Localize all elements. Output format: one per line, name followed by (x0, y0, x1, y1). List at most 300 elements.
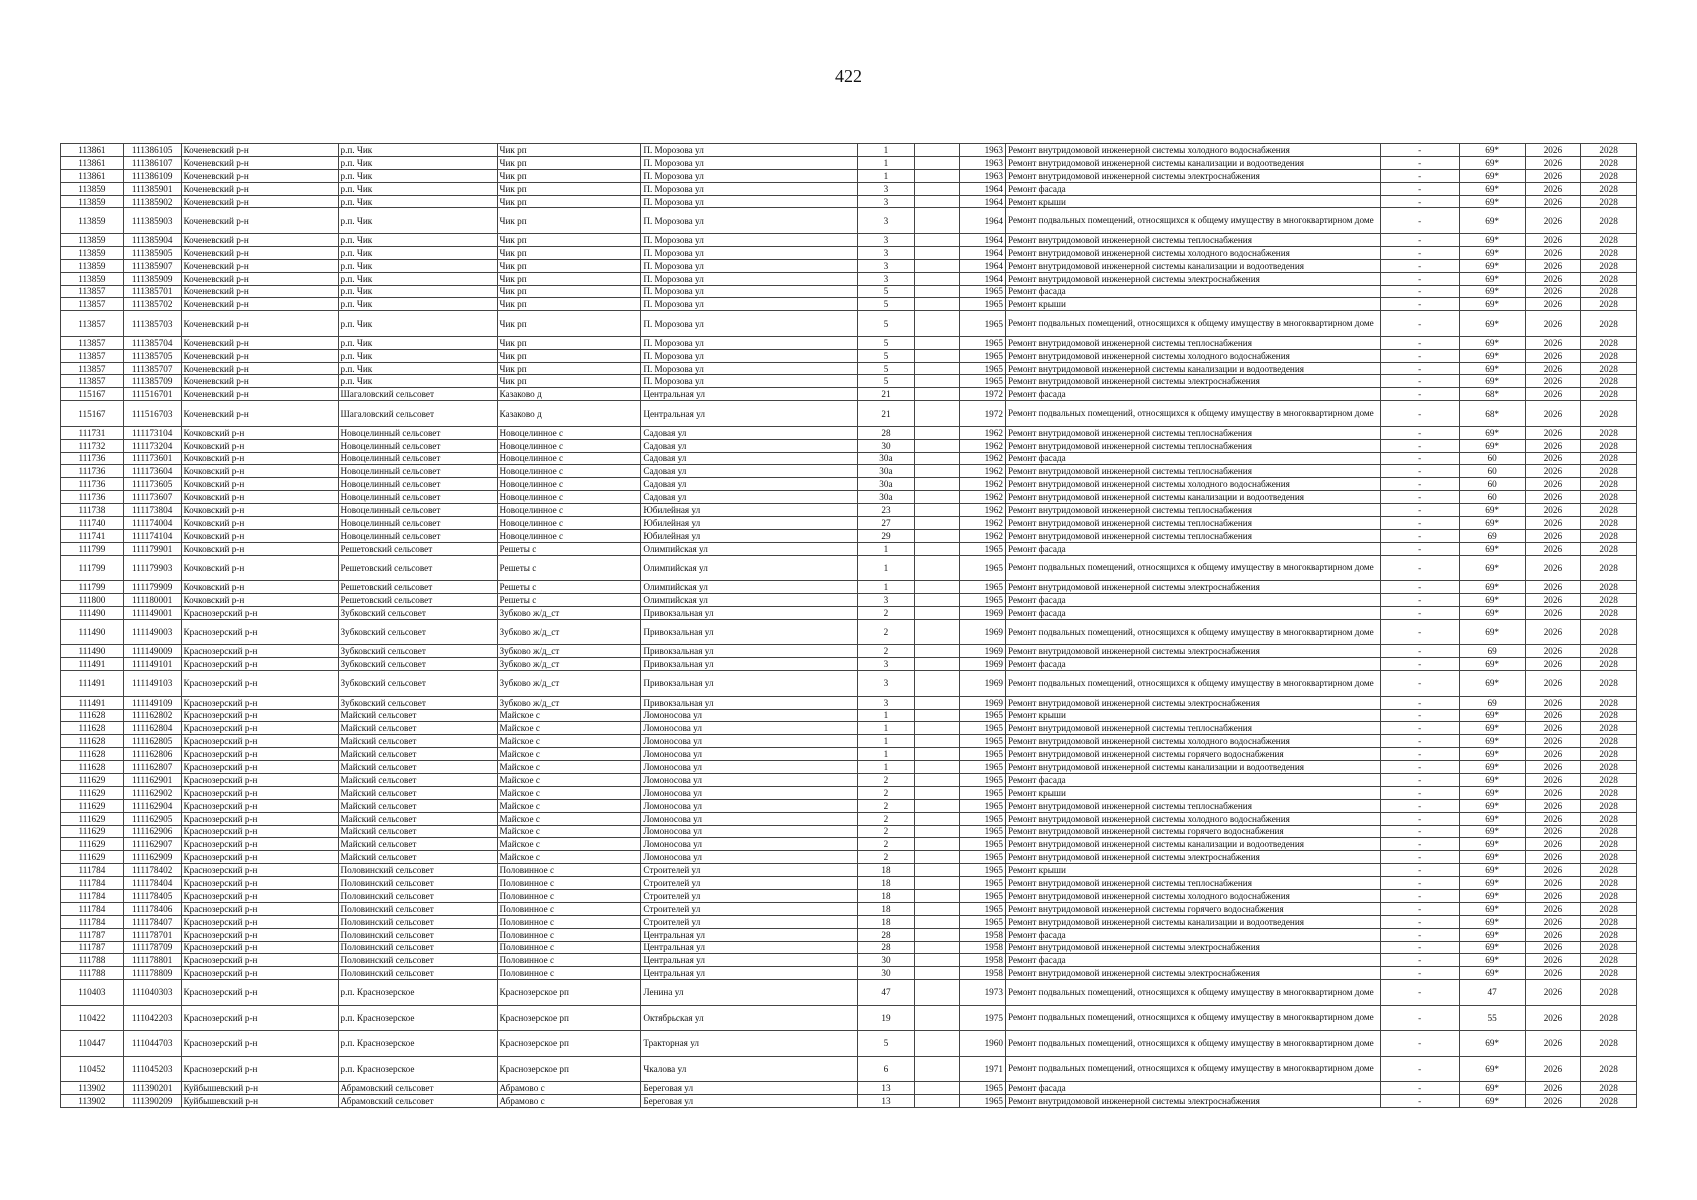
year-built-cell: 1965 (960, 877, 1006, 890)
district-cell: Куйбышевский р-н (181, 1095, 338, 1108)
end-year-cell: 2028 (1581, 671, 1637, 697)
year-built-cell: 1965 (960, 761, 1006, 774)
municipality-cell: Новоцелинный сельсовет (338, 426, 497, 439)
wear-cell: 60 (1459, 478, 1525, 491)
municipality-cell: Зубковский сельсовет (338, 658, 497, 671)
street-cell: Ломоносова ул (641, 748, 858, 761)
locality-cell: Майское с (497, 851, 641, 864)
end-year-cell: 2028 (1581, 349, 1637, 362)
year-built-cell: 1965 (960, 285, 1006, 298)
district-cell: Коченевский р-н (181, 362, 338, 375)
locality-cell: Чик рп (497, 298, 641, 311)
locality-cell: Чик рп (497, 336, 641, 349)
year-built-cell: 1962 (960, 529, 1006, 542)
dash-cell: - (1380, 195, 1459, 208)
start-year-cell: 2026 (1525, 272, 1581, 285)
house-number-cell: 28 (858, 928, 915, 941)
work-type-cell: Ремонт внутридомовой инженерной системы холодного водоснабжения (1005, 812, 1380, 825)
wear-cell: 69* (1459, 619, 1525, 645)
wear-cell: 69* (1459, 594, 1525, 607)
building-cell (914, 889, 960, 902)
year-built-cell: 1965 (960, 594, 1006, 607)
building-cell (914, 478, 960, 491)
dash-cell: - (1380, 259, 1459, 272)
work-type-cell: Ремонт фасада (1005, 542, 1380, 555)
wear-cell: 69* (1459, 516, 1525, 529)
work-type-cell: Ремонт фасада (1005, 658, 1380, 671)
house-id-cell: 111800 (61, 594, 124, 607)
table-row (61, 1056, 1637, 1082)
building-cell (914, 606, 960, 619)
year-built-cell: 1965 (960, 915, 1006, 928)
house-number-cell: 1 (858, 144, 915, 157)
street-cell: П. Морозова ул (641, 285, 858, 298)
house-id-cell: 113859 (61, 182, 124, 195)
house-id-cell: 113902 (61, 1095, 124, 1108)
dash-cell: - (1380, 1082, 1459, 1095)
locality-cell: Половинное с (497, 954, 641, 967)
end-year-cell: 2028 (1581, 619, 1637, 645)
table-row (61, 825, 1637, 838)
locality-cell: Чик рп (497, 169, 641, 182)
district-cell: Краснозерский р-н (181, 1031, 338, 1057)
wear-cell: 69* (1459, 671, 1525, 697)
end-year-cell: 2028 (1581, 581, 1637, 594)
locality-cell: Абрамово с (497, 1095, 641, 1108)
house-number-cell: 5 (858, 362, 915, 375)
district-cell: Коченевский р-н (181, 311, 338, 337)
wear-cell: 69* (1459, 285, 1525, 298)
municipality-cell: Майский сельсовет (338, 761, 497, 774)
table-row (61, 259, 1637, 272)
house-number-cell: 1 (858, 169, 915, 182)
year-built-cell: 1972 (960, 401, 1006, 427)
start-year-cell: 2026 (1525, 516, 1581, 529)
locality-cell: Чик рп (497, 195, 641, 208)
work-type-cell: Ремонт фасада (1005, 954, 1380, 967)
table-row (61, 606, 1637, 619)
wear-cell: 69* (1459, 233, 1525, 246)
wear-cell: 69* (1459, 208, 1525, 234)
street-cell: Чкалова ул (641, 1056, 858, 1082)
work-type-cell: Ремонт крыши (1005, 864, 1380, 877)
dash-cell: - (1380, 696, 1459, 709)
end-year-cell: 2028 (1581, 272, 1637, 285)
district-cell: Краснозерский р-н (181, 671, 338, 697)
street-cell: П. Морозова ул (641, 144, 858, 157)
street-cell: Садовая ул (641, 478, 858, 491)
work-code-cell: 111173605 (123, 478, 181, 491)
house-id-cell: 110422 (61, 1005, 124, 1031)
year-built-cell: 1965 (960, 1082, 1006, 1095)
end-year-cell: 2028 (1581, 144, 1637, 157)
locality-cell: Чик рп (497, 182, 641, 195)
street-cell: П. Морозова ул (641, 246, 858, 259)
end-year-cell: 2028 (1581, 401, 1637, 427)
municipality-cell: р.п. Краснозерское (338, 980, 497, 1006)
municipality-cell: р.п. Чик (338, 144, 497, 157)
year-built-cell: 1969 (960, 606, 1006, 619)
street-cell: Береговая ул (641, 1082, 858, 1095)
start-year-cell: 2026 (1525, 709, 1581, 722)
work-type-cell: Ремонт внутридомовой инженерной системы канализации и водоотведения (1005, 761, 1380, 774)
municipality-cell: Абрамовский сельсовет (338, 1082, 497, 1095)
house-id-cell: 111628 (61, 722, 124, 735)
house-number-cell: 3 (858, 208, 915, 234)
building-cell (914, 696, 960, 709)
municipality-cell: Майский сельсовет (338, 735, 497, 748)
municipality-cell: Половинский сельсовет (338, 864, 497, 877)
dash-cell: - (1380, 1056, 1459, 1082)
dash-cell: - (1380, 246, 1459, 259)
municipality-cell: Половинский сельсовет (338, 902, 497, 915)
work-code-cell: 111385707 (123, 362, 181, 375)
start-year-cell: 2026 (1525, 851, 1581, 864)
district-cell: Краснозерский р-н (181, 928, 338, 941)
district-cell: Кочковский р-н (181, 491, 338, 504)
year-built-cell: 1963 (960, 156, 1006, 169)
wear-cell: 69* (1459, 272, 1525, 285)
house-number-cell: 27 (858, 516, 915, 529)
dash-cell: - (1380, 465, 1459, 478)
street-cell: П. Морозова ул (641, 362, 858, 375)
wear-cell: 69* (1459, 773, 1525, 786)
table-row (61, 864, 1637, 877)
work-code-cell: 111040303 (123, 980, 181, 1006)
table-row (61, 156, 1637, 169)
dash-cell: - (1380, 542, 1459, 555)
year-built-cell: 1958 (960, 928, 1006, 941)
district-cell: Кочковский р-н (181, 465, 338, 478)
house-number-cell: 2 (858, 645, 915, 658)
municipality-cell: Майский сельсовет (338, 773, 497, 786)
wear-cell: 69* (1459, 748, 1525, 761)
end-year-cell: 2028 (1581, 915, 1637, 928)
start-year-cell: 2026 (1525, 478, 1581, 491)
municipality-cell: Новоцелинный сельсовет (338, 491, 497, 504)
municipality-cell: Половинский сельсовет (338, 915, 497, 928)
work-type-cell: Ремонт фасада (1005, 452, 1380, 465)
house-id-cell: 111736 (61, 465, 124, 478)
year-built-cell: 1965 (960, 722, 1006, 735)
end-year-cell: 2028 (1581, 954, 1637, 967)
wear-cell: 69* (1459, 581, 1525, 594)
municipality-cell: р.п. Краснозерское (338, 1005, 497, 1031)
work-code-cell: 111162907 (123, 838, 181, 851)
district-cell: Краснозерский р-н (181, 606, 338, 619)
locality-cell: Чик рп (497, 233, 641, 246)
table-row (61, 336, 1637, 349)
house-id-cell: 113859 (61, 208, 124, 234)
house-number-cell: 3 (858, 671, 915, 697)
work-code-cell: 111386105 (123, 144, 181, 157)
building-cell (914, 825, 960, 838)
street-cell: Привокзальная ул (641, 671, 858, 697)
street-cell: Строителей ул (641, 915, 858, 928)
locality-cell: Новоцелинное с (497, 529, 641, 542)
building-cell (914, 529, 960, 542)
dash-cell: - (1380, 336, 1459, 349)
municipality-cell: Новоцелинный сельсовет (338, 516, 497, 529)
start-year-cell: 2026 (1525, 915, 1581, 928)
house-number-cell: 1 (858, 722, 915, 735)
street-cell: Строителей ул (641, 902, 858, 915)
municipality-cell: Половинский сельсовет (338, 928, 497, 941)
municipality-cell: Половинский сельсовет (338, 877, 497, 890)
end-year-cell: 2028 (1581, 941, 1637, 954)
locality-cell: Чик рп (497, 144, 641, 157)
start-year-cell: 2026 (1525, 812, 1581, 825)
building-cell (914, 336, 960, 349)
work-code-cell: 111516703 (123, 401, 181, 427)
building-cell (914, 594, 960, 607)
dash-cell: - (1380, 812, 1459, 825)
start-year-cell: 2026 (1525, 761, 1581, 774)
year-built-cell: 1965 (960, 851, 1006, 864)
work-type-cell: Ремонт внутридомовой инженерной системы канализации и водоотведения (1005, 362, 1380, 375)
wear-cell: 69* (1459, 349, 1525, 362)
end-year-cell: 2028 (1581, 298, 1637, 311)
wear-cell: 69* (1459, 1056, 1525, 1082)
dash-cell: - (1380, 285, 1459, 298)
building-cell (914, 735, 960, 748)
street-cell: П. Морозова ул (641, 182, 858, 195)
building-cell (914, 864, 960, 877)
table-row (61, 516, 1637, 529)
wear-cell: 69* (1459, 259, 1525, 272)
year-built-cell: 1965 (960, 581, 1006, 594)
building-cell (914, 645, 960, 658)
work-code-cell: 111385905 (123, 246, 181, 259)
district-cell: Коченевский р-н (181, 388, 338, 401)
street-cell: Олимпийская ул (641, 581, 858, 594)
district-cell: Коченевский р-н (181, 272, 338, 285)
street-cell: Олимпийская ул (641, 542, 858, 555)
work-code-cell: 111385703 (123, 311, 181, 337)
end-year-cell: 2028 (1581, 851, 1637, 864)
district-cell: Краснозерский р-н (181, 851, 338, 864)
start-year-cell: 2026 (1525, 542, 1581, 555)
building-cell (914, 375, 960, 388)
dash-cell: - (1380, 233, 1459, 246)
wear-cell: 69* (1459, 761, 1525, 774)
work-code-cell: 111162805 (123, 735, 181, 748)
work-code-cell: 111386109 (123, 169, 181, 182)
table-row (61, 980, 1637, 1006)
municipality-cell: Майский сельсовет (338, 722, 497, 735)
work-code-cell: 111173607 (123, 491, 181, 504)
dash-cell: - (1380, 452, 1459, 465)
locality-cell: Новоцелинное с (497, 426, 641, 439)
year-built-cell: 1964 (960, 259, 1006, 272)
house-id-cell: 111491 (61, 671, 124, 697)
building-cell (914, 542, 960, 555)
dash-cell: - (1380, 799, 1459, 812)
table-row (61, 928, 1637, 941)
start-year-cell: 2026 (1525, 748, 1581, 761)
work-code-cell: 111178406 (123, 902, 181, 915)
work-code-cell: 111162807 (123, 761, 181, 774)
house-number-cell: 3 (858, 272, 915, 285)
end-year-cell: 2028 (1581, 735, 1637, 748)
district-cell: Кочковский р-н (181, 452, 338, 465)
house-id-cell: 111736 (61, 491, 124, 504)
house-id-cell: 113861 (61, 144, 124, 157)
wear-cell: 69* (1459, 954, 1525, 967)
district-cell: Кочковский р-н (181, 426, 338, 439)
work-code-cell: 111178405 (123, 889, 181, 902)
year-built-cell: 1965 (960, 825, 1006, 838)
building-cell (914, 941, 960, 954)
building-cell (914, 967, 960, 980)
house-id-cell: 111491 (61, 696, 124, 709)
house-id-cell: 111784 (61, 915, 124, 928)
work-type-cell: Ремонт подвальных помещений, относящихся к общему имуществу в многоквартирном доме (1005, 619, 1380, 645)
wear-cell: 69* (1459, 426, 1525, 439)
locality-cell: Краснозерское рп (497, 1056, 641, 1082)
dash-cell: - (1380, 606, 1459, 619)
locality-cell: Зубково ж/д_ст (497, 606, 641, 619)
start-year-cell: 2026 (1525, 671, 1581, 697)
wear-cell: 69* (1459, 336, 1525, 349)
work-code-cell: 111385701 (123, 285, 181, 298)
dash-cell: - (1380, 298, 1459, 311)
locality-cell: Абрамово с (497, 1082, 641, 1095)
work-type-cell: Ремонт подвальных помещений, относящихся к общему имуществу в многоквартирном доме (1005, 1005, 1380, 1031)
start-year-cell: 2026 (1525, 195, 1581, 208)
locality-cell: Чик рп (497, 375, 641, 388)
wear-cell: 69* (1459, 864, 1525, 877)
work-type-cell: Ремонт внутридомовой инженерной системы электроснабжения (1005, 967, 1380, 980)
house-id-cell: 111736 (61, 452, 124, 465)
municipality-cell: р.п. Чик (338, 349, 497, 362)
municipality-cell: р.п. Чик (338, 208, 497, 234)
street-cell: П. Морозова ул (641, 195, 858, 208)
end-year-cell: 2028 (1581, 812, 1637, 825)
street-cell: Ломоносова ул (641, 735, 858, 748)
house-number-cell: 2 (858, 786, 915, 799)
start-year-cell: 2026 (1525, 362, 1581, 375)
start-year-cell: 2026 (1525, 773, 1581, 786)
street-cell: Ломоносова ул (641, 825, 858, 838)
end-year-cell: 2028 (1581, 516, 1637, 529)
wear-cell: 69* (1459, 362, 1525, 375)
end-year-cell: 2028 (1581, 786, 1637, 799)
street-cell: Центральная ул (641, 954, 858, 967)
house-id-cell: 111629 (61, 812, 124, 825)
street-cell: Привокзальная ул (641, 645, 858, 658)
wear-cell: 69* (1459, 902, 1525, 915)
table-row (61, 851, 1637, 864)
start-year-cell: 2026 (1525, 259, 1581, 272)
house-number-cell: 13 (858, 1082, 915, 1095)
work-type-cell: Ремонт внутридомовой инженерной системы теплоснабжения (1005, 233, 1380, 246)
street-cell: Ломоносова ул (641, 838, 858, 851)
wear-cell: 69* (1459, 246, 1525, 259)
work-type-cell: Ремонт внутридомовой инженерной системы теплоснабжения (1005, 877, 1380, 890)
start-year-cell: 2026 (1525, 375, 1581, 388)
municipality-cell: Шагаловский сельсовет (338, 388, 497, 401)
end-year-cell: 2028 (1581, 426, 1637, 439)
municipality-cell: р.п. Чик (338, 195, 497, 208)
year-built-cell: 1965 (960, 748, 1006, 761)
building-cell (914, 671, 960, 697)
work-type-cell: Ремонт подвальных помещений, относящихся к общему имуществу в многоквартирном доме (1005, 1031, 1380, 1057)
wear-cell: 69* (1459, 722, 1525, 735)
table-row (61, 233, 1637, 246)
house-id-cell: 113857 (61, 298, 124, 311)
house-id-cell: 113859 (61, 259, 124, 272)
street-cell: Олимпийская ул (641, 555, 858, 581)
locality-cell: Майское с (497, 761, 641, 774)
street-cell: П. Морозова ул (641, 349, 858, 362)
district-cell: Кочковский р-н (181, 516, 338, 529)
locality-cell: Чик рп (497, 349, 641, 362)
work-type-cell: Ремонт внутридомовой инженерной системы теплоснабжения (1005, 516, 1380, 529)
work-type-cell: Ремонт внутридомовой инженерной системы горячего водоснабжения (1005, 825, 1380, 838)
municipality-cell: р.п. Чик (338, 246, 497, 259)
table-row (61, 799, 1637, 812)
year-built-cell: 1965 (960, 362, 1006, 375)
district-cell: Краснозерский р-н (181, 658, 338, 671)
year-built-cell: 1965 (960, 786, 1006, 799)
house-id-cell: 113857 (61, 375, 124, 388)
municipality-cell: р.п. Чик (338, 362, 497, 375)
house-number-cell: 30а (858, 478, 915, 491)
start-year-cell: 2026 (1525, 980, 1581, 1006)
district-cell: Кочковский р-н (181, 555, 338, 581)
work-code-cell: 111162906 (123, 825, 181, 838)
work-type-cell: Ремонт внутридомовой инженерной системы теплоснабжения (1005, 439, 1380, 452)
work-code-cell: 111173104 (123, 426, 181, 439)
end-year-cell: 2028 (1581, 1082, 1637, 1095)
table-row (61, 285, 1637, 298)
year-built-cell: 1965 (960, 812, 1006, 825)
house-number-cell: 3 (858, 259, 915, 272)
locality-cell: Майское с (497, 838, 641, 851)
year-built-cell: 1964 (960, 195, 1006, 208)
end-year-cell: 2028 (1581, 722, 1637, 735)
wear-cell: 69* (1459, 838, 1525, 851)
locality-cell: Чик рп (497, 156, 641, 169)
start-year-cell: 2026 (1525, 864, 1581, 877)
wear-cell: 60 (1459, 491, 1525, 504)
street-cell: Центральная ул (641, 388, 858, 401)
street-cell: Садовая ул (641, 426, 858, 439)
building-cell (914, 877, 960, 890)
house-id-cell: 111628 (61, 748, 124, 761)
start-year-cell: 2026 (1525, 285, 1581, 298)
municipality-cell: Половинский сельсовет (338, 954, 497, 967)
building-cell (914, 233, 960, 246)
building-cell (914, 349, 960, 362)
building-cell (914, 259, 960, 272)
table-row (61, 439, 1637, 452)
work-code-cell: 111385904 (123, 233, 181, 246)
work-type-cell: Ремонт фасада (1005, 388, 1380, 401)
table-row (61, 1005, 1637, 1031)
building-cell (914, 812, 960, 825)
work-code-cell: 111385704 (123, 336, 181, 349)
year-built-cell: 1964 (960, 182, 1006, 195)
end-year-cell: 2028 (1581, 825, 1637, 838)
house-number-cell: 1 (858, 542, 915, 555)
work-code-cell: 111178402 (123, 864, 181, 877)
house-number-cell: 1 (858, 761, 915, 774)
start-year-cell: 2026 (1525, 1056, 1581, 1082)
street-cell: Ломоносова ул (641, 786, 858, 799)
table-row (61, 169, 1637, 182)
